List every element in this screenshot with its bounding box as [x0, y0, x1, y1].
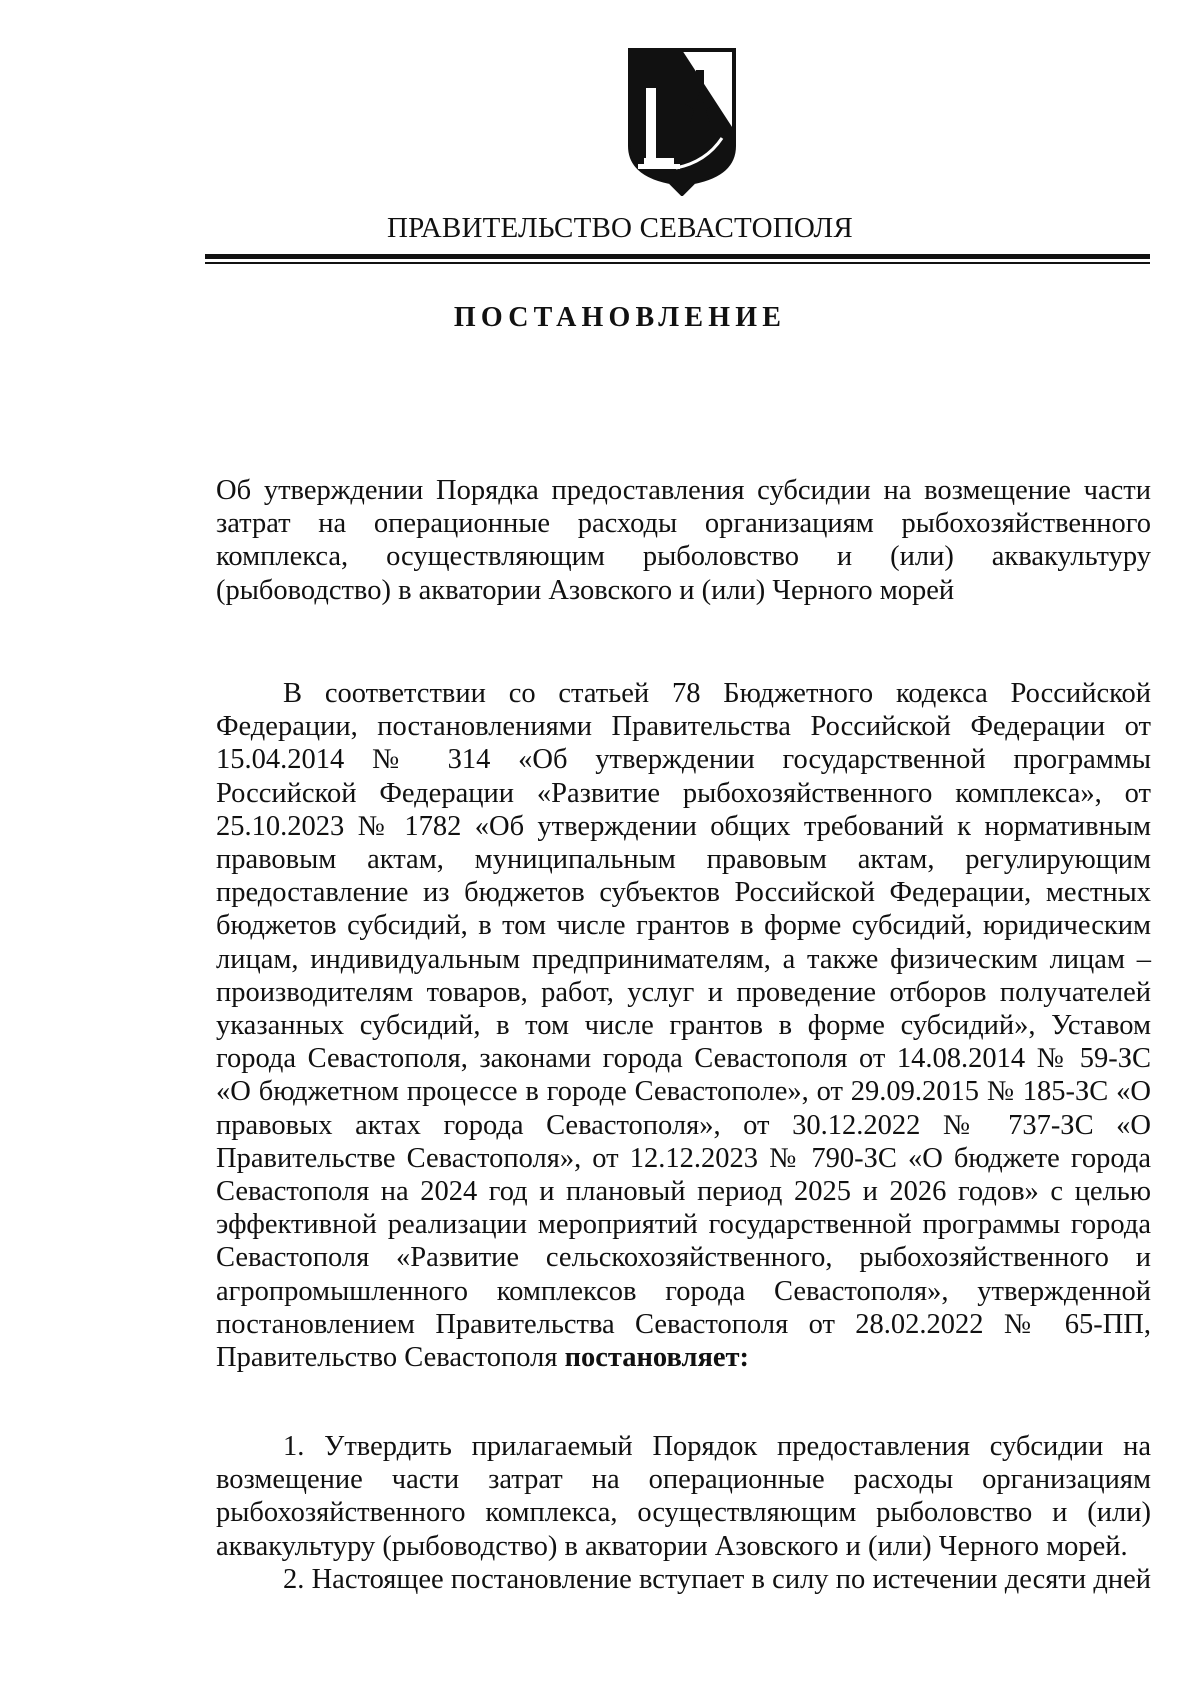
decree-items: [216, 1430, 1151, 1596]
document-title: Об утверждении Порядка предоставления субсидии на возмещение части затрат на операционные расходы организациям рыбохозяйственного комплекса, осуществляющим рыболовство и (или) аквакультуру (рыбоводство) в акватории Азовского и (или) Черного морей: [216, 475, 1151, 606]
document-type-heading: ПОСТАНОВЛЕНИЕ: [453, 302, 787, 333]
header-divider-thin: [205, 262, 1150, 264]
organization-name: ПРАВИТЕЛЬСТВО СЕВАСТОПОЛЯ: [387, 212, 853, 244]
preamble-text: В соответствии со статьей 78 Бюджетного кодекса Российской Федерации, постановлениями Правительства Российской Федерации от 15.04.2014 № 314 «Об утверждении государственной программы Российской Федерации «Развитие рыбохозяйственного комплекса», от 25.10.2023 № 1782 «Об утверждении общих требований к нормативным правовым актам, муниципальным правовым актам, регулирующим предоставление из бюджетов субъектов Российской Федерации, местных бюджетов субсидий, в том числе грантов в форме субсидий, юридическим лицам, индивидуальным предпринимателям, а также физическим лицам – производителям товаров, работ, услуг и проведение отборов получателей указанных субсидий, в том числе грантов в форме субсидий», Уставом города Севастополя, законами города Севастополя от 14.08.2014 № 59-ЗС «О бюджетном процессе в городе Севастополе», от 29.09.2015 № 185-ЗС «О правовых актах города Севастополя», от 30.12.2022 № 737-ЗС «О Правительстве Севастополя», от 12.12.2023 № 790-ЗС «О бюджете города Севастополя на 2024 год и плановый период 2025 и 2026 годов» с целью эффективной реализации мероприятий государственной программы города Севастополя «Развитие сельскохозяйственного, рыбохозяйственного и агропромышленного комплексов города Севастополя», утвержденной постановлением Правительства Севастополя от 28.02.2022 № 65-ПП,: [216, 678, 1151, 1340]
decree-verb: постановляет:: [564, 1342, 750, 1374]
preamble-subject: Правительство Севастополя: [216, 1342, 558, 1374]
header-divider-thick: [205, 254, 1150, 259]
sevastopol-coat-of-arms-icon: [624, 46, 740, 196]
decree-item-1: 1. Утвердить прилагаемый Порядок предоставления субсидии на возмещение части затрат на операционные расходы организациям рыбохозяйственного комплекса, осуществляющим рыболовство и (или) аквакультуру (рыбоводство) в акватории Азовского и (или) Черного морей.: [216, 1431, 1151, 1562]
decree-item-2: 2. Настоящее постановление вступает в силу по истечении десяти дней: [283, 1563, 1151, 1595]
preamble-paragraph: [216, 677, 1151, 1374]
